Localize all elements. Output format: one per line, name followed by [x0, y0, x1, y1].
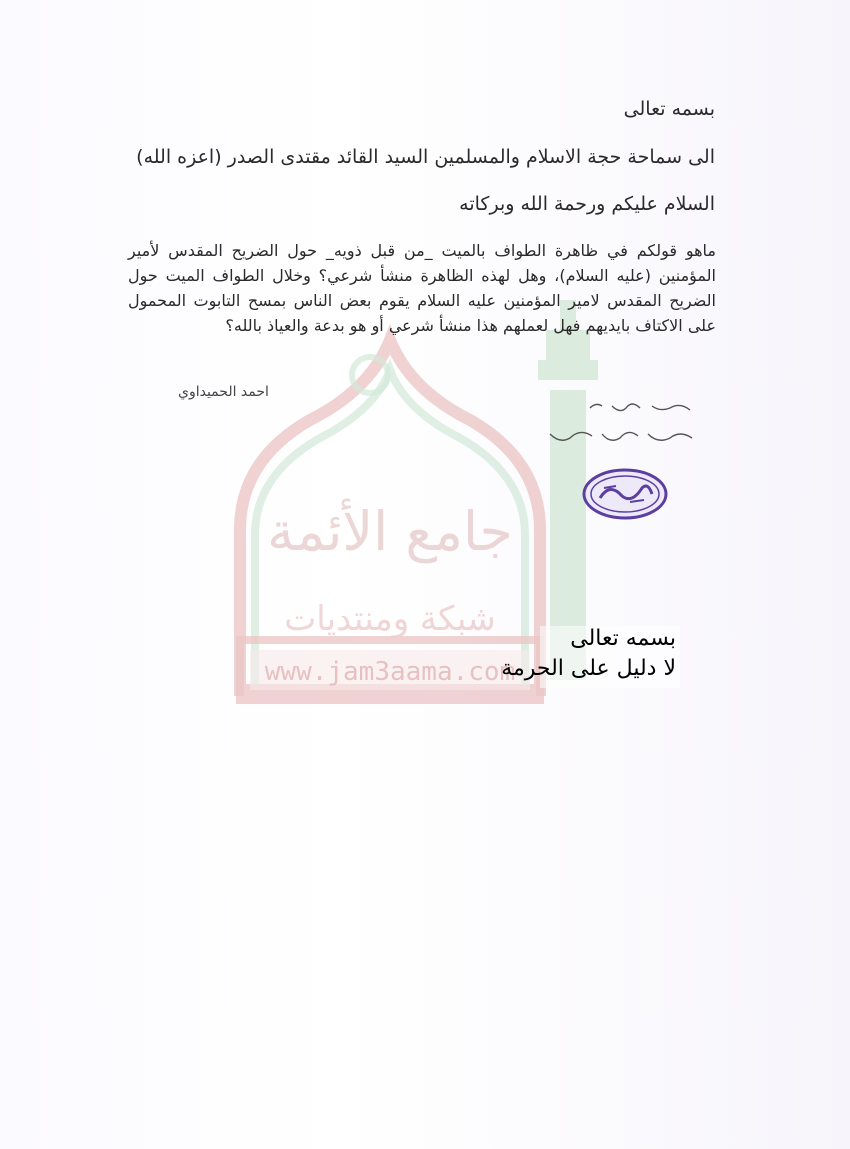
- handwritten-answer: [540, 392, 700, 452]
- watermark-url: www.jam3aama.com: [264, 657, 516, 687]
- seal-stamp-icon: [582, 468, 668, 520]
- sender-name: احمد الحميداوي: [178, 384, 269, 400]
- reply-line-1: بسمه تعالى: [570, 626, 676, 651]
- watermark-title: جامع الأئمة: [267, 500, 513, 563]
- addressee-line: الى سماحة حجة الاسلام والمسلمين السيد القائد مقتدى الصدر (اعزه الله): [136, 146, 715, 168]
- basmala-heading: بسمه تعالى: [623, 98, 715, 120]
- greeting-line: السلام عليكم ورحمة الله وبركاته: [459, 193, 715, 215]
- reply-line-2: لا دليل على الحرمة: [501, 656, 676, 681]
- typed-reply: [501, 624, 676, 684]
- question-text: ماهو قولكم في ظاهرة الطواف بالميت _من قبل ذويه_ حول الضريح المقدس لأمير المؤمنين (عليه السلام)، وهل لهذه الظاهرة منشأ شرعي؟ وخلال الطواف الميت حول الضريح المقدس لامير المؤمنين عليه السلام يقوم بعض الناس بمسح التابوت المحمول على الاكتاف بايديهم فهل لعملهم هذا منشأ شرعي أو هو بدعة والعياذ بالله؟: [128, 241, 716, 335]
- watermark-subtitle: شبكة ومنتديات: [284, 599, 496, 639]
